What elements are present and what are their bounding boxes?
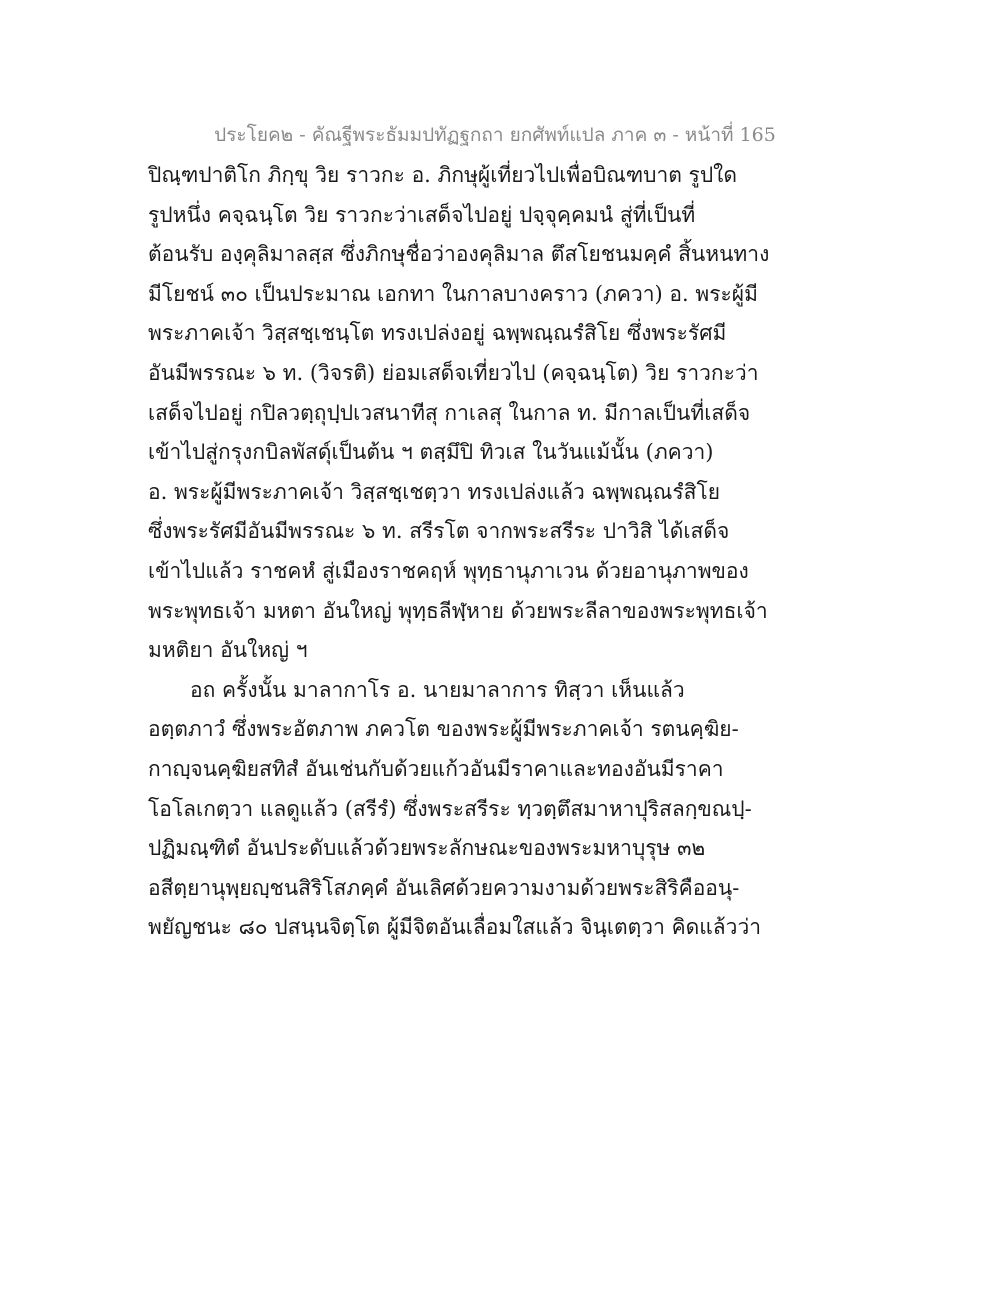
text-line: รูปหนึ่ง คจฺฉนฺโต วิย ราวกะว่าเสด็จไปอยู่ ปจฺจุคฺคมนํ สู่ที่เป็นที่ [148,202,696,227]
text-line: อันมีพรรณะ ๖ ท. (วิจรติ) ย่อมเสด็จเที่ยวไป (คจฺฉนฺโต) วิย ราวกะว่า [148,360,759,385]
paragraph-first-line: อถ ครั้งนั้น มาลากาโร อ. นายมาลาการ ทิสฺวา เห็นแล้ว [190,677,685,702]
text-line: เสด็จไปอยู่ กปิลวตฺถุปฺปเวสนาทีสุ กาเลสุ ในกาล ท. มีกาลเป็นที่เสด็จ [148,400,751,425]
text-line: มีโยชน์ ๓๐ เป็นประมาณ เอกทา ในกาลบางคราว (ภควา) อ. พระผู้มี [148,281,758,306]
running-header: ประโยค๒ - คัณฐีพระธัมมปทัฏฐกถา ยกศัพท์แปล ภาค ๓ - หน้าที่ 165 [214,124,776,146]
text-line: โอโลเกตฺวา แลดูแล้ว (สรีรํ) ซึ่งพระสรีระ ทฺวตฺตึสมาหาปุริสลกฺขณปฺ- [148,796,752,821]
text-line: มหติยา อันใหญ่ ฯ [148,638,308,663]
text-line: ปิณฺฑปาติโก ภิกฺขุ วิย ราวกะ อ. ภิกษุผู้เที่ยวไปเพื่อบิณฑบาต รูปใด [148,163,738,187]
body-text [148,156,868,948]
text-line: ปฏิมณฺฑิตํ อันประดับแล้วด้วยพระลักษณะของพระมหาบุรุษ ๓๒ [148,836,706,861]
text-line: เข้าไปสู่กรุงกบิลพัสดุ์เป็นต้น ฯ ตสฺมึปิ ทิวเส ในวันแม้นั้น (ภควา) [148,440,714,465]
text-line: ซึ่งพระรัศมีอันมีพรรณะ ๖ ท. สรีรโต จากพระสรีระ ปาวิสิ ได้เสด็จ [148,519,730,544]
text-line: อสีตฺยานุพฺยญฺชนสิริโสภคฺคํ อันเลิศด้วยความงามด้วยพระสิริคืออนุ- [148,875,740,900]
text-line: พระภาคเจ้า วิสฺสชฺเชนฺโต ทรงเปล่งอยู่ ฉพฺพณฺณรํสิโย ซึ่งพระรัศมี [148,321,727,346]
text-line: อตฺตภาวํ ซึ่งพระอัตภาพ ภควโต ของพระผู้มีพระภาคเจ้า รตนคฺฆิย- [148,717,739,742]
text-line: อ. พระผู้มีพระภาคเจ้า วิสฺสชฺเชตฺวา ทรงเปล่งแล้ว ฉพฺพณฺณรํสิโย [148,479,721,504]
text-line: พยัญชนะ ๘๐ ปสนฺนจิตฺโต ผู้มีจิตอันเลื่อมใสแล้ว จินฺเตตฺวา คิดแล้วว่า [148,915,762,940]
text-line: เข้าไปแล้ว ราชคหํ สู่เมืองราชคฤห์ พุทฺธานุภาเวน ด้วยอานุภาพของ [148,558,749,583]
text-line: ต้อนรับ องฺคุลิมาลสฺส ซึ่งภิกษุชื่อว่าองคุลิมาล ตึสโยชนมคฺคํ สิ้นหนทาง [148,242,770,267]
text-line: พระพุทธเจ้า มหตา อันใหญ่ พุทฺธลีฬฺหาย ด้วยพระลีลาของพระพุทธเจ้า [148,598,768,623]
text-line: กาญฺจนคฺฆิยสทิสํ อันเช่นกับด้วยแก้วอันมีราคาและทองอันมีราคา [148,756,724,781]
